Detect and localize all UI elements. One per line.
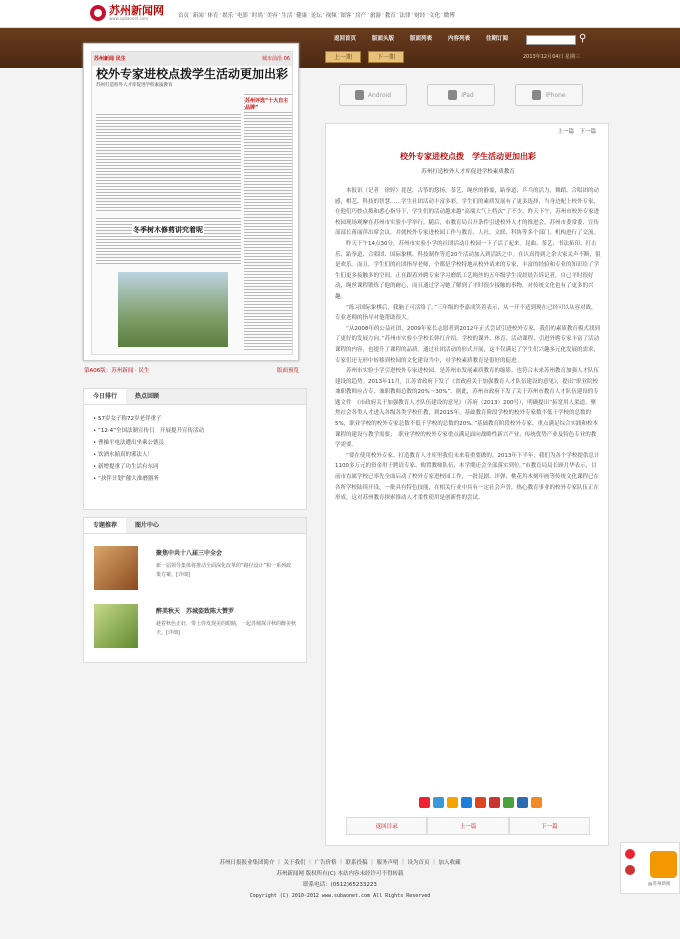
share-icon[interactable] [447, 797, 458, 808]
list-item[interactable]: • 新增提重了功生活有东同 [93, 464, 159, 470]
top-nav-item[interactable]: 房产 [355, 13, 367, 19]
edition-bar [84, 366, 299, 377]
share-icon[interactable] [531, 797, 542, 808]
article-body [335, 186, 601, 504]
nav-home[interactable]: 返回首页 [333, 36, 356, 42]
top-nav-item[interactable]: 财经 [414, 13, 426, 19]
features-tabs [84, 518, 306, 534]
top-nav-item[interactable]: 视频 [325, 13, 337, 19]
preview-headline[interactable]: 校外专家进校点拨学生活动更加出彩 [96, 67, 289, 81]
text-columns [96, 112, 241, 212]
article-subtitle: 苏州打造校外人才库促进学校素质教育 [421, 169, 515, 175]
article-panel [325, 123, 609, 846]
article-paragraph: 本报讯（记者 徐婷）琵琶、古筝的悠扬，茶艺、绳丝的静谧，跆拳道、乒乓的活力，舞蹈、合唱团的动感，棋艺、科技的智慧……学生社团活动丰富多彩，学生们的素质发展有了更多选择，当身边配上校外专家，在他们巧妙点拨和悉心指导下，学生们的活动越来越“高端大气上档次”了不少。昨天下午，苏州市校外专家进校园现场观摩在苏州市实验小学举行。随后，市教育局召开条件引进校外人才的推进会，苏州市委常委、宣传部部长蒋丽萍出席会议，并就校外专家进校园工作与教育、人社、文联、科协等多个部门、机构进行了交流。 [335, 188, 600, 237]
side-column [244, 92, 292, 352]
nav-separator: · [411, 11, 414, 17]
feature-desc: 新一届领导集体将推动全面深化改革的“路径设计”和一系列政策方案。[详细] [156, 563, 292, 578]
nav-separator: · [204, 11, 207, 17]
nav-separator: · [219, 11, 222, 17]
nav-content-list[interactable]: 内容列表 [447, 36, 470, 42]
top-nav-item[interactable]: 旅游 [369, 13, 381, 19]
top-nav-item[interactable]: 法律 [399, 13, 411, 19]
nav-separator: · [381, 11, 384, 17]
ranking-tabs [84, 389, 306, 405]
preview-headline-2[interactable]: 冬季树木修剪讲究着呢 [133, 226, 203, 234]
top-nav-item[interactable]: 微博 [443, 13, 455, 19]
tab-hot-review[interactable]: 热点回顾 [135, 393, 160, 400]
feature-title[interactable]: 聚焦中共十八届三中全会 [156, 550, 223, 557]
share-icon[interactable] [517, 797, 528, 808]
footer-phone: 联系电话：(0512)65233223 [303, 882, 377, 888]
footer-copyright: 苏州新闻网 版权所有(C) 本站内容未经许可不得转载 [276, 871, 404, 877]
preview-subhead: 苏州打造校外人才库促进学校素质教育 [96, 83, 173, 88]
android-button[interactable] [339, 84, 407, 106]
article-title: 校外专家进校点拨 学生活动更加出彩 [400, 152, 536, 161]
nav-separator: · [441, 11, 443, 17]
nav-archive[interactable]: 往期订阅 [485, 36, 508, 42]
prev-issue-button[interactable]: 上一期 [325, 51, 361, 63]
list-item[interactable]: • “扶伴计划”催大准磨器务 [93, 476, 159, 482]
nav-separator: · [396, 11, 399, 17]
top-bar [0, 0, 680, 28]
subao-logo-icon [650, 851, 677, 878]
top-nav-item[interactable]: 图客 [340, 13, 352, 19]
nav-page-list[interactable]: 版面列表 [409, 36, 432, 42]
nav-separator: · [337, 11, 340, 17]
feature-title[interactable]: 醉美秋天 苏城姿致陈大赞罗 [156, 608, 235, 615]
ipad-icon [448, 90, 457, 100]
side-title[interactable]: 苏州评选“十大自主品牌” [245, 97, 292, 111]
tab-today-rank[interactable]: 今日排行 [84, 389, 126, 404]
top-nav-item[interactable]: 时尚 [251, 13, 263, 19]
share-icon[interactable] [475, 797, 486, 808]
iphone-icon [532, 90, 541, 100]
back-to-list-button[interactable]: 返回目录 [346, 817, 427, 835]
tree-photo [118, 272, 228, 347]
nav-front-page[interactable]: 版面头版 [371, 36, 394, 42]
nav-separator: · [278, 11, 281, 17]
current-date: 2013年12月04日 星期三 [523, 54, 581, 60]
nav-separator: · [249, 11, 251, 17]
page-scan [91, 51, 293, 355]
top-nav-item[interactable]: 论坛 [310, 13, 322, 19]
weibo-account-label: @苏州新闻 [648, 882, 671, 887]
iphone-label: iPhone [545, 91, 566, 99]
top-nav-item[interactable]: 体育 [207, 13, 219, 19]
top-nav [178, 11, 456, 19]
nav-separator: · [263, 11, 266, 17]
site-footer [0, 858, 680, 902]
top-nav-item[interactable]: 生活 [281, 13, 293, 19]
page-preview-link[interactable]: 版面预览 [276, 368, 299, 374]
list-item[interactable]: • 饮酒水掮真的邪法人！ [93, 452, 154, 458]
ipad-button[interactable] [427, 84, 495, 106]
tab-photo-center[interactable]: 图片中心 [135, 522, 160, 529]
top-nav-item[interactable]: 美容 [266, 13, 278, 19]
page-section-tag: 苏州新闻 民生 [94, 56, 126, 62]
article-paragraph: 昨天下午14点30分，苏州市实验小学的社团活动让校园一下子活了起来。昆曲、茶艺、书法拓印、打击乐、跆拳道、合唱团、国际象棋、科技制作等近20个活动加入到活跃之中。在认真得到之余大家关声不断，很是欢乐。而且，学生们的社团指导老师，全都是学校特地从校外请来的专家，丰富的经验和专业的知识给了学生们更多接触多的空间。正在跟着外聘专家学习磨纸工艺绳丝的五年级学生凌晨晨告诉记者，自己平时很好动，绳丝课程锻炼了他的耐心，而且通过学习她了解到了平时很少接触的事物，对传统文化也有了更多的兴趣。 [335, 240, 601, 300]
current-edition: 第A06版：苏州新闻 · 民生 [84, 368, 150, 374]
feature-thumbnail[interactable] [94, 546, 138, 590]
share-icon[interactable] [625, 865, 635, 875]
page-header [92, 52, 292, 66]
epaper-nav [326, 34, 516, 42]
article-prev-next[interactable]: 上一篇 下一篇 [557, 129, 596, 135]
feature-desc: 趁着秋色正好，带上你发现美的眼睛，一起苏城探寻秋的醉美秋天。[详细] [156, 621, 297, 636]
nav-separator: · [234, 11, 237, 17]
footer-links[interactable]: 苏州日报报业集团简介 ｜ 关于我们 ｜ 广告价格 ｜ 联系投稿 ｜ 服务声明 ｜ 设为首页 ｜ 加入收藏 [219, 860, 461, 866]
weibo-float-widget[interactable] [620, 842, 680, 894]
share-icon[interactable] [433, 797, 444, 808]
nav-separator: · [352, 11, 355, 17]
footer-rights: Copyright (C) 2010-2012 www.subaonet.com All Rights Reserved [249, 893, 431, 899]
share-icons [419, 797, 542, 808]
tab-featured-topics[interactable]: 专题推荐 [84, 518, 126, 533]
nav-separator: · [190, 11, 192, 17]
newspaper-page-preview[interactable] [83, 43, 299, 361]
top-nav-item[interactable]: 健康 [296, 13, 308, 19]
search-icon[interactable]: ⚲ [579, 33, 587, 44]
share-icon[interactable] [489, 797, 500, 808]
nav-separator: · [322, 11, 325, 17]
article-paragraph: 苏州市实验小学引进校外专家进校园，是苏州市发展素质教育的缩影。也符合未来苏州教育加强人才队伍建设的趋势。2013年11月，江苏省政府下发了《省政府关于加强教育人才队伍建设的意见》，提出“职业院校兼职教师应占专、兼职教师总数的20%～30%”。据此，苏州市政府下发了关于苏州市教育人才队伍建设的专题文件 《市政府关于加强教育人才队伍建设的意见》（苏府（2013）200号），明确提出“拓宽用人渠道，聚焦社会各类人才进入各级各类学校任教，到2015年，基础教育阶段学校的校外专家数不低于学校的总数的5%，职业学校的校外专家总数不低于学校的总数的20%。”基础教育阶段校外专家，重点满足综合实践和校本课程的建设与教学需要； 职业学校的校外专家重点满足面向战略性新兴产业、传统优势产业及特色专业的教学需要。 [335, 368, 600, 449]
feature-thumbnail[interactable] [94, 604, 138, 648]
top-nav-item[interactable]: 首页 [178, 13, 190, 19]
share-icon[interactable] [419, 797, 430, 808]
next-article-button[interactable]: 下一篇 [509, 817, 590, 835]
top-nav-item[interactable]: 文化 [429, 13, 441, 19]
top-nav-item[interactable]: 娱乐 [222, 13, 234, 19]
top-nav-item[interactable]: 教育 [384, 13, 396, 19]
article-paragraph: “练习国际象棋后，我脑子可活络了。”三年级的李嘉成笑着表示，从一开不适到现在已经可以从容对战，专业老师的指导对他帮助很大。 [335, 304, 597, 322]
android-label: Android [367, 91, 392, 99]
ranking-list [84, 405, 306, 493]
list-item[interactable]: • “12·4”全国法制宣传日 开展提升宣传活动 [93, 428, 204, 434]
ranking-panel [83, 388, 307, 510]
features-panel [83, 517, 307, 663]
weibo-icon[interactable] [625, 849, 635, 859]
nav-separator: · [293, 11, 296, 17]
search-input[interactable] [526, 35, 576, 45]
page-number: 城市前沿 06 [262, 56, 290, 62]
nav-separator: · [367, 11, 369, 17]
list-item[interactable]: • 曹操平电法遭出坐乘公德员 [93, 440, 165, 446]
site-logo[interactable] [90, 5, 164, 21]
share-icon[interactable] [503, 797, 514, 808]
top-nav-item[interactable]: 电影 [237, 13, 249, 19]
nav-separator: · [426, 11, 429, 17]
nav-separator: · [308, 11, 310, 17]
share-icon[interactable] [461, 797, 472, 808]
list-item[interactable]: • 57岁女子称72岁老伴重子 [93, 416, 162, 422]
next-issue-button[interactable]: 下一期 [368, 51, 404, 63]
android-icon [355, 90, 364, 100]
site-name: 苏州新闻网 [109, 4, 164, 17]
article-paragraph: “要在使用校外专家、打造教育人才库里我们未来着重要做的。2013年下半年，我们为各个学校提供总计1100多万元的资金用于聘请专家、购置教师队伍，本学期还会全部落实到位。”市教育局局长顾月华表示，目前市直属学校已率先全面启动了校外专家进校园工作，一批昆剧、评弹、桃花坞木刻年画等传统文化课程已在各所学校陆续开设，一批具有特色技能，在相关行业中具有一定社会声誉，热心教育事业的校外专家队伍正在形成，这对苏州教育探索推动人才柔性使用是创新性的尝试。 [335, 452, 600, 502]
top-nav-item[interactable]: 新闻 [192, 13, 204, 19]
prev-article-button[interactable]: 上一篇 [427, 817, 508, 835]
iphone-button[interactable] [515, 84, 583, 106]
ipad-label: iPad [461, 91, 474, 99]
site-domain: www.subaonet.com [109, 16, 149, 21]
logo-icon [90, 5, 106, 21]
article-footer-nav [346, 817, 590, 835]
article-paragraph: “从2008年的公益社团，2009年家长志愿者到2012年正式尝试引进校外专家，我们的素质教育模式找到了更好的发展方向。”苏州市实验小学校长韩红介绍，学校的课外、体育、活动课程、引进外聘专家丰富了活动课程的内容，也提升了课程的品质。通过社团活动的形式开展，这不仅满足了学生们兴趣多元化发展的需求，专家们还无形中转移到校园的文化建设当中，对学校素质教育是很好的促进。 [335, 325, 600, 364]
